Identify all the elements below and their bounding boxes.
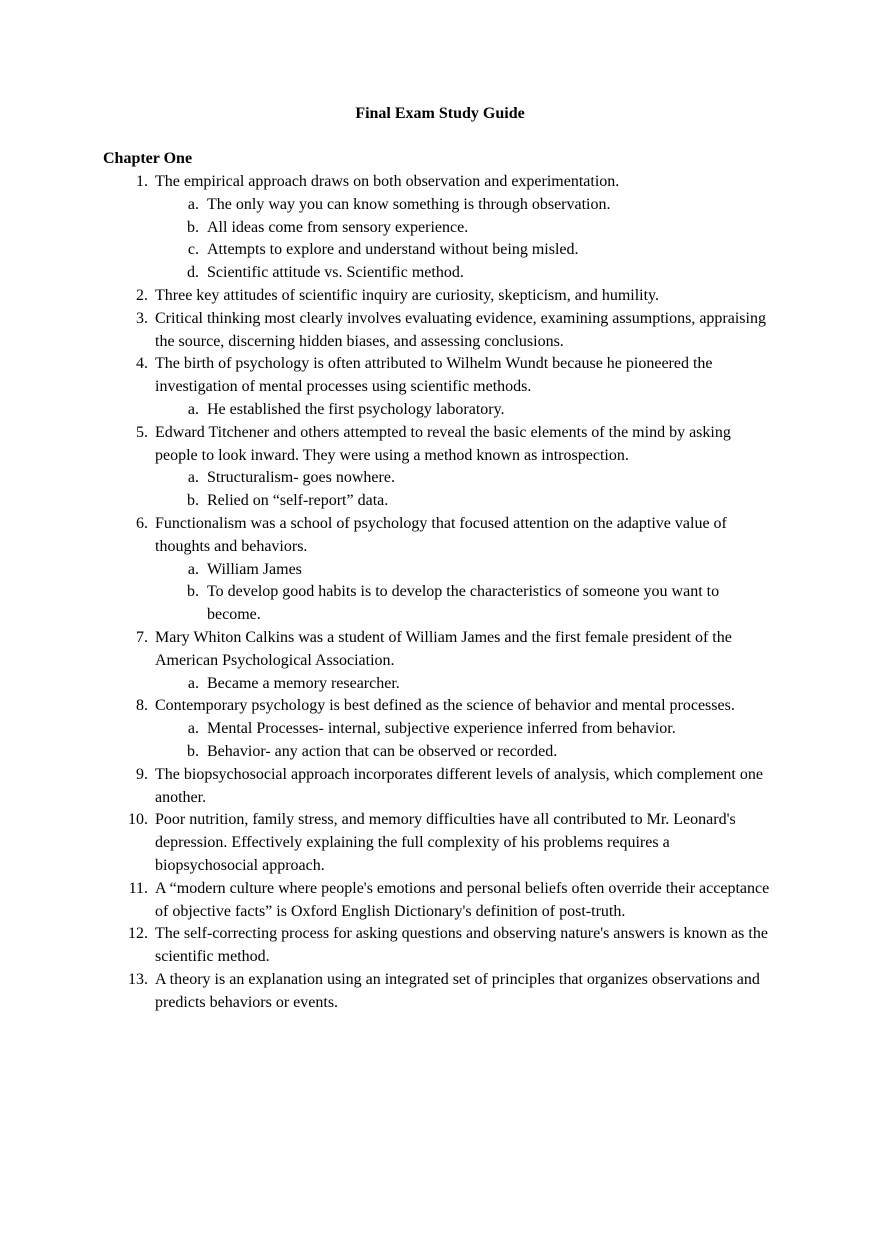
item-text: Contemporary psychology is best defined as the science of behavior and mental processes.	[155, 697, 735, 715]
sub-list	[155, 718, 775, 764]
sub-item-letter: a.	[187, 469, 199, 487]
item-number: 12.	[128, 925, 148, 943]
page-title: Final Exam Study Guide	[355, 105, 525, 122]
sub-item-letter: a.	[187, 195, 199, 213]
sub-item-text: The only way you can know something is through observation.	[207, 195, 611, 213]
item-text: The birth of psychology is often attributed to Wilhelm Wundt because he pioneered the investigation of mental processes using scientific methods.	[155, 355, 713, 396]
item-number: 7.	[136, 628, 148, 646]
sub-item-text: Scientific attitude vs. Scientific method.	[207, 264, 464, 282]
list-item	[0, 422, 775, 513]
list-item	[0, 513, 775, 627]
sub-item-text: Behavior- any action that can be observed or recorded.	[207, 742, 558, 760]
item-text: A theory is an explanation using an integrated set of principles that organizes observations and predicts behaviors or events.	[155, 970, 760, 1011]
sub-item	[155, 581, 775, 627]
sub-item-text: All ideas come from sensory experience.	[207, 218, 469, 236]
item-text: A “modern culture where people's emotions and personal beliefs often override their acceptance of objective facts” is Oxford English Dictionary's definition of post-truth.	[155, 879, 770, 920]
item-text: Edward Titchener and others attempted to reveal the basic elements of the mind by asking people to look inward. They were using a method known as introspection.	[155, 423, 731, 464]
item-number: 11.	[128, 879, 148, 897]
item-text: Poor nutrition, family stress, and memory difficulties have all contributed to Mr. Leonard's depression. Effectively explaining the full complexity of his problems requires a biopsychosocial approach.	[155, 811, 736, 874]
list-item	[0, 923, 775, 969]
list-item	[0, 809, 775, 877]
sub-item	[155, 217, 775, 240]
item-number: 9.	[136, 765, 148, 783]
sub-item-text: Became a memory researcher.	[207, 674, 400, 692]
sub-list	[155, 673, 775, 696]
list-item	[0, 764, 775, 810]
sub-item-letter: a.	[187, 720, 199, 738]
item-text: Three key attitudes of scientific inquiry are curiosity, skepticism, and humility.	[155, 286, 660, 304]
item-number: 3.	[136, 309, 148, 327]
list-item	[0, 353, 775, 421]
sub-item	[155, 559, 775, 582]
sub-item-text: Structuralism- goes nowhere.	[207, 469, 395, 487]
item-number: 1.	[136, 173, 148, 190]
sub-item	[155, 718, 775, 741]
item-text: The empirical approach draws on both observation and experimentation.	[155, 173, 620, 190]
sub-item-text: Relied on “self-report” data.	[207, 492, 389, 510]
sub-item-text: William James	[207, 560, 302, 578]
sub-item	[155, 194, 775, 217]
study-guide-list	[0, 171, 880, 1014]
sub-item-letter: b.	[187, 218, 199, 236]
sub-item-letter: b.	[187, 583, 199, 601]
sub-item	[155, 239, 775, 262]
item-number: 13.	[128, 970, 148, 988]
item-text: Mary Whiton Calkins was a student of William James and the first female president of the American Psychological Association.	[155, 628, 732, 669]
item-number: 4.	[136, 355, 148, 373]
item-number: 8.	[136, 697, 148, 715]
sub-item-letter: b.	[187, 492, 199, 510]
sub-item-letter: c.	[187, 241, 199, 259]
item-text: Functionalism was a school of psychology that focused attention on the adaptive value of thoughts and behaviors.	[155, 514, 727, 555]
sub-item	[155, 399, 775, 422]
sub-item	[155, 741, 775, 764]
sub-item	[155, 262, 775, 285]
sub-list	[155, 194, 775, 285]
item-text: The biopsychosocial approach incorporates different levels of analysis, which complement one another.	[155, 765, 763, 806]
sub-item-letter: b.	[187, 742, 199, 760]
list-item	[0, 969, 775, 1015]
list-item	[0, 171, 775, 285]
item-text: Critical thinking most clearly involves evaluating evidence, examining assumptions, appraising the source, discerning hidden biases, and assessing conclusions.	[155, 309, 766, 350]
item-text: The self-correcting process for asking questions and observing nature's answers is known as the scientific method.	[155, 925, 768, 966]
list-item	[0, 627, 775, 695]
list-item	[0, 695, 775, 763]
list-item	[0, 878, 775, 924]
sub-list	[155, 467, 775, 513]
sub-item	[155, 673, 775, 696]
sub-item-letter: d.	[187, 264, 199, 282]
sub-item-text: He established the first psychology laboratory.	[207, 400, 505, 418]
list-item	[0, 308, 775, 354]
sub-item-letter: a.	[187, 674, 199, 692]
sub-item-letter: a.	[187, 560, 199, 578]
item-number: 2.	[136, 286, 148, 304]
sub-item-letter: a.	[187, 400, 199, 418]
item-number: 6.	[136, 514, 148, 532]
item-number: 10.	[128, 811, 148, 829]
list-item	[0, 285, 775, 308]
sub-list	[155, 399, 775, 422]
sub-list	[155, 559, 775, 627]
sub-item	[155, 467, 775, 490]
sub-item-text: Attempts to explore and understand without being misled.	[207, 241, 579, 259]
sub-item	[155, 490, 775, 513]
chapter-heading: Chapter One	[103, 150, 193, 167]
sub-item-text: Mental Processes- internal, subjective experience inferred from behavior.	[207, 720, 676, 738]
item-number: 5.	[136, 423, 148, 441]
sub-item-text: To develop good habits is to develop the characteristics of someone you want to become.	[207, 583, 720, 624]
